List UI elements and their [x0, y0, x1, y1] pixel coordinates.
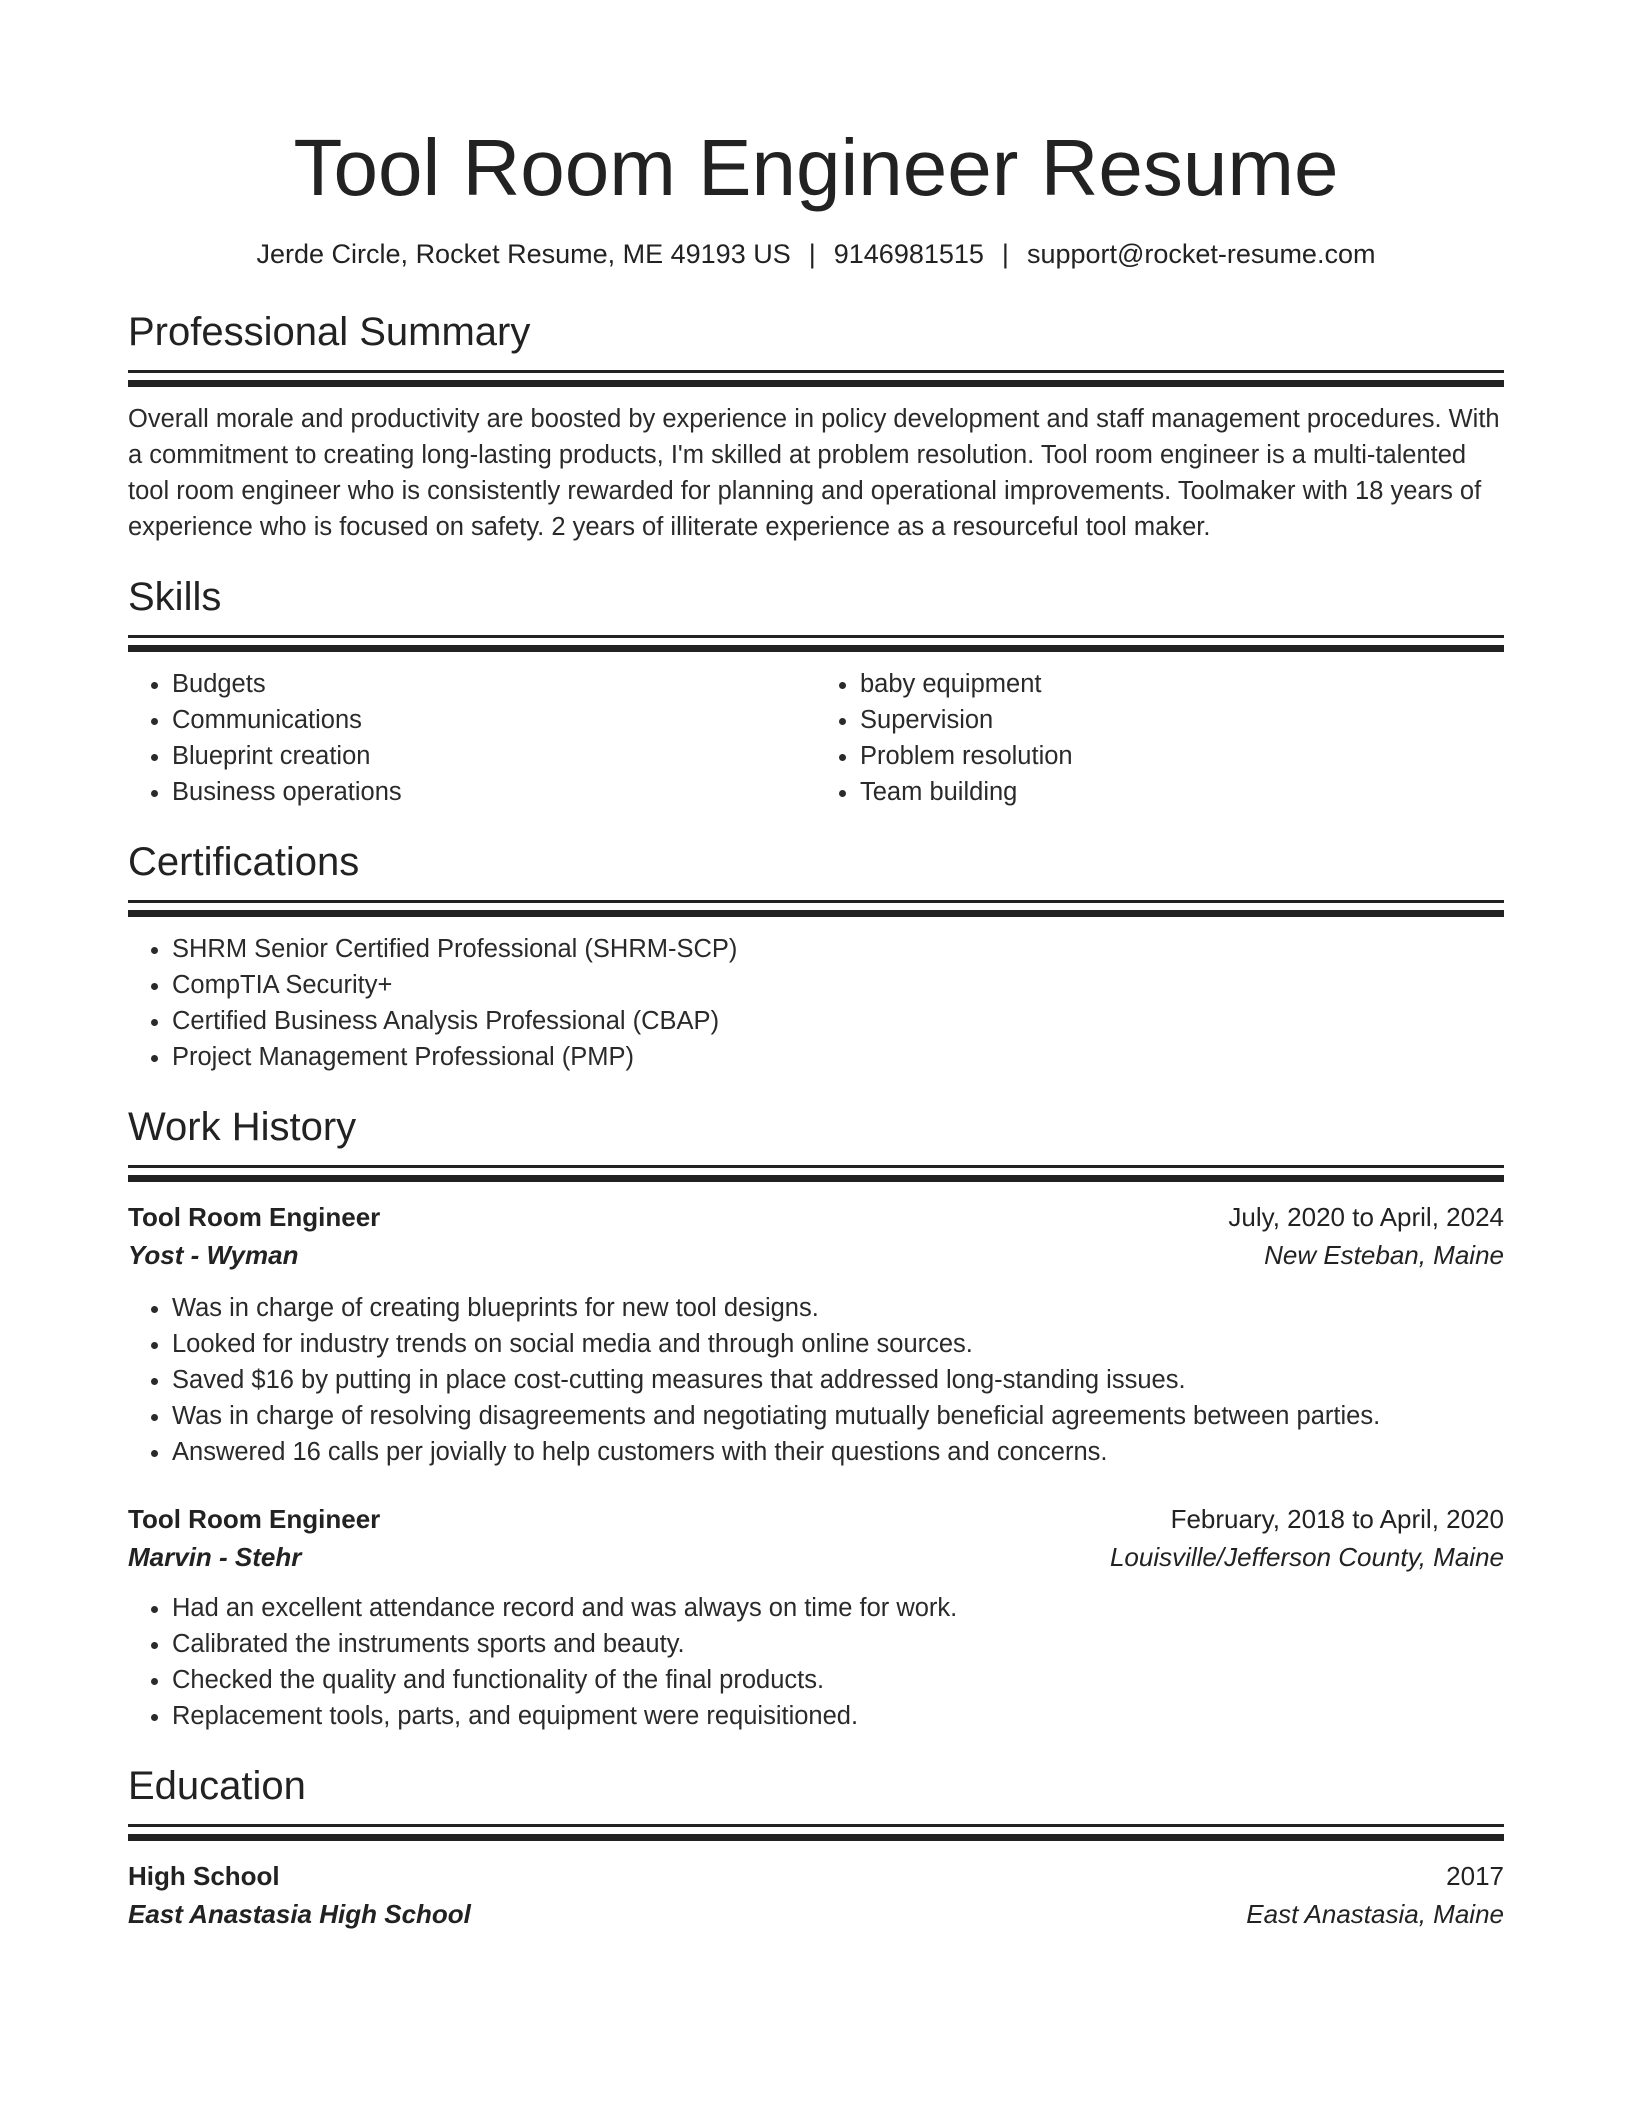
job-header-row	[128, 1198, 1504, 1236]
certification-item: • Project Management Professional (PMP)	[172, 1039, 1504, 1075]
resume-title: Tool Room Engineer Resume	[293, 123, 1339, 212]
job-title: Tool Room Engineer	[128, 1504, 381, 1534]
skills-section	[128, 571, 1504, 810]
job-company: Yost - Wyman	[128, 1240, 299, 1270]
job-dates: July, 2020 to April, 2024	[1228, 1202, 1504, 1232]
skills-list-right	[816, 666, 1504, 810]
work-history-section	[128, 1101, 1504, 1734]
certification-item: • Certified Business Analysis Professional (CBAP)	[172, 1003, 1504, 1039]
job-bullet: • Answered 16 calls per jovially to help customers with their questions and concerns.	[172, 1434, 1504, 1470]
summary-text: Overall morale and productivity are boosted by experience in policy development and staff management procedures. With a commitment to creating long-lasting products, I'm skilled at problem resolution. Tool room engineer is a multi-talented tool room engineer who is consistently rewarded for planning and operational improvements. Toolmaker with 18 years of experience who is focused on safety. 2 years of illiterate experience as a resourceful tool maker.	[128, 405, 1500, 541]
education-heading: Education	[128, 1764, 306, 1808]
skills-heading: Skills	[128, 575, 222, 619]
skill-item: • Problem resolution	[860, 738, 1504, 774]
contact-separator: |	[1001, 239, 1009, 269]
job-bullets	[128, 1290, 1504, 1470]
certification-item: • CompTIA Security+	[172, 967, 1504, 1003]
skill-item: • Supervision	[860, 702, 1504, 738]
contact-email: support@rocket-resume.com	[1026, 239, 1376, 269]
job-bullet: • Saved $16 by putting in place cost-cutting measures that addressed long-standing issues.	[172, 1362, 1504, 1398]
certifications-list	[128, 931, 1504, 1075]
job-subheader-row	[128, 1236, 1504, 1274]
education-section	[128, 1760, 1504, 1933]
skills-list-left	[128, 666, 816, 810]
work-history-heading: Work History	[128, 1105, 357, 1149]
contact-line	[128, 236, 1504, 272]
job-bullet: • Checked the quality and functionality of the final products.	[172, 1662, 1504, 1698]
education-school: East Anastasia High School	[128, 1899, 471, 1929]
job-subheader-row	[128, 1538, 1504, 1576]
skill-item: • Team building	[860, 774, 1504, 810]
education-subheader-row	[128, 1895, 1504, 1933]
job-bullet: • Calibrated the instruments sports and beauty.	[172, 1626, 1504, 1662]
contact-phone: 9146981515	[833, 239, 984, 269]
skills-grid	[128, 666, 1504, 810]
contact-separator: |	[808, 239, 816, 269]
section-divider	[128, 635, 1504, 638]
job-bullet: • Was in charge of creating blueprints for new tool designs.	[172, 1290, 1504, 1326]
skill-item: • baby equipment	[860, 666, 1504, 702]
section-divider-thick	[128, 1834, 1504, 1841]
section-divider-thick	[128, 1175, 1504, 1182]
job-bullet: • Had an excellent attendance record and was always on time for work.	[172, 1590, 1504, 1626]
contact-address: Jerde Circle, Rocket Resume, ME 49193 US	[256, 239, 791, 269]
education-entry	[128, 1857, 1504, 1933]
section-divider-thick	[128, 380, 1504, 387]
education-header-row	[128, 1857, 1504, 1895]
certification-item: • SHRM Senior Certified Professional (SHRM-SCP)	[172, 931, 1504, 967]
job-bullet: • Looked for industry trends on social media and through online sources.	[172, 1326, 1504, 1362]
section-divider	[128, 900, 1504, 903]
job-bullets	[128, 1590, 1504, 1734]
job-location: New Esteban, Maine	[1264, 1240, 1504, 1270]
job-entry	[128, 1500, 1504, 1734]
summary-section	[128, 306, 1504, 545]
skill-item: • Blueprint creation	[172, 738, 816, 774]
skill-item: • Communications	[172, 702, 816, 738]
job-entry	[128, 1198, 1504, 1470]
section-divider	[128, 370, 1504, 373]
certifications-heading: Certifications	[128, 840, 360, 884]
education-location: East Anastasia, Maine	[1246, 1899, 1504, 1929]
section-divider	[128, 1824, 1504, 1827]
job-company: Marvin - Stehr	[128, 1542, 302, 1572]
education-year: 2017	[1446, 1861, 1504, 1891]
job-location: Louisville/Jefferson County, Maine	[1109, 1542, 1504, 1572]
job-header-row	[128, 1500, 1504, 1538]
education-degree: High School	[128, 1861, 280, 1891]
job-bullet: • Replacement tools, parts, and equipment were requisitioned.	[172, 1698, 1504, 1734]
section-divider	[128, 1165, 1504, 1168]
job-title: Tool Room Engineer	[128, 1202, 381, 1232]
section-divider-thick	[128, 645, 1504, 652]
job-dates: February, 2018 to April, 2020	[1170, 1504, 1504, 1534]
certifications-section	[128, 836, 1504, 1075]
job-bullet: • Was in charge of resolving disagreements and negotiating mutually beneficial agreements between parties.	[172, 1398, 1504, 1434]
section-divider-thick	[128, 910, 1504, 917]
summary-heading: Professional Summary	[128, 310, 531, 354]
skill-item: • Business operations	[172, 774, 816, 810]
skill-item: • Budgets	[172, 666, 816, 702]
